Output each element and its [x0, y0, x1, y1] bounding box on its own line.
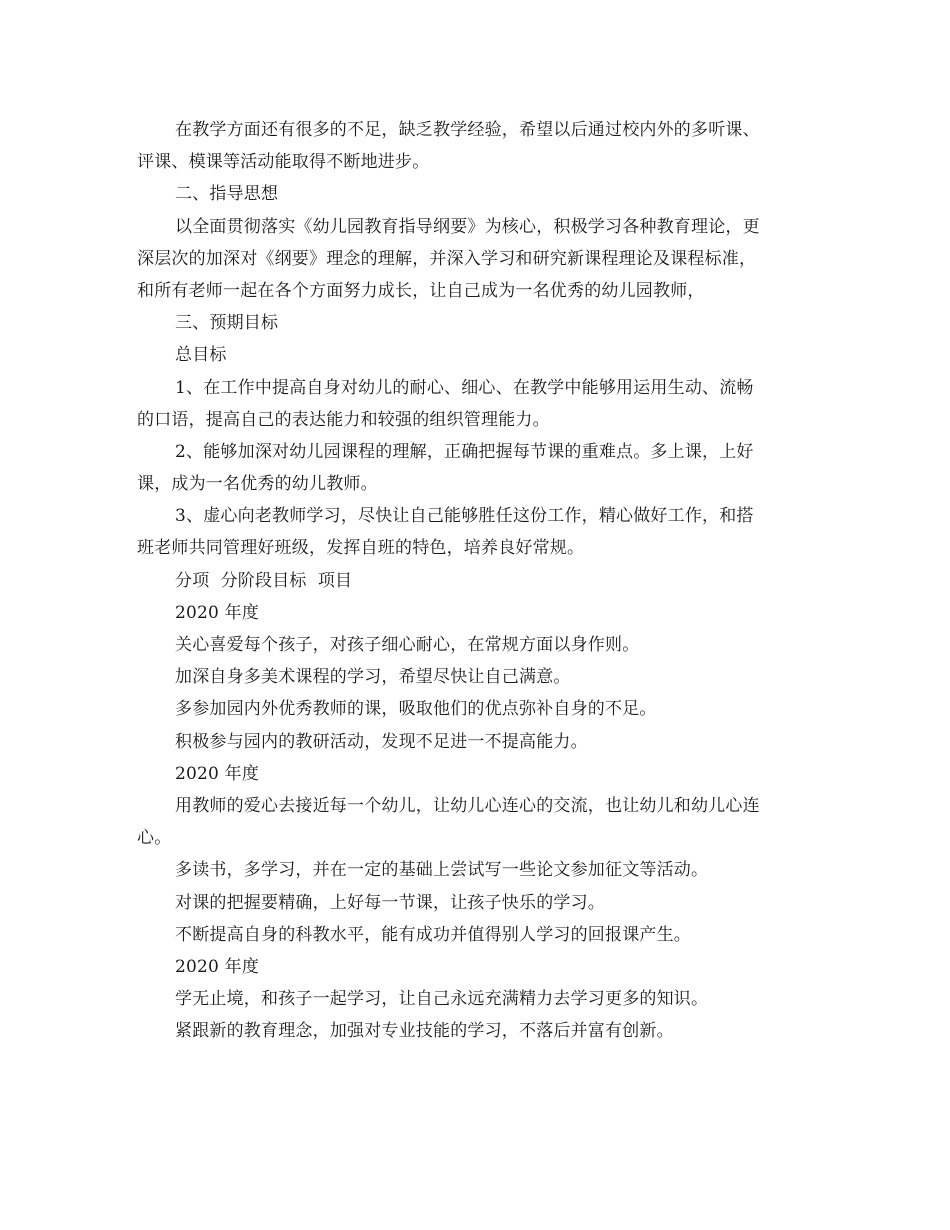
goal-item: 关心喜爱每个孩子，对孩子细心耐心，在常规方面以身作则。 — [175, 635, 640, 655]
list-item: 2、能够加深对幼儿园课程的理解，正确把握每节课的重难点。多上课，上好 — [175, 441, 754, 462]
section-heading: 二、指导思想 — [175, 184, 279, 205]
list-item-continuation: 的口语，提高自己的表达能力和较强的组织管理能力。 — [137, 409, 550, 430]
goal-item: 积极参与园内的教研活动，发现不足进一不提高能力。 — [175, 731, 588, 752]
goal-item: 学无止境，和孩子一起学习，让自己永远充满精力去学习更多的知识。 — [175, 989, 709, 1010]
paragraph-line: 和所有老师一起在各个方面努力成长，让自己成为一名优秀的幼儿园教师， — [137, 280, 705, 301]
goal-item: 多读书，多学习，并在一定的基础上尝试写一些论文参加征文等活动。 — [175, 860, 709, 881]
table-header-line: 分项 分阶段目标 项目 — [175, 570, 353, 591]
goal-item: 加深自身多美术课程的学习，希望尽快让自己满意。 — [175, 667, 571, 688]
goal-item: 对课的把握要精确，上好每一节课，让孩子快乐的学习。 — [175, 892, 605, 913]
paragraph-line: 在教学方面还有很多的不足，缺乏教学经验，希望以后通过校内外的多听课、 — [175, 120, 760, 140]
goal-item: 多参加园内外优秀教师的课，吸取他们的优点弥补自身的不足。 — [175, 699, 657, 720]
goal-item-continuation: 心。 — [137, 828, 172, 849]
list-item-continuation: 班老师共同管理好班级，发挥自班的特色，培养良好常规。 — [137, 538, 585, 559]
year-heading: 2020 年度 — [175, 956, 260, 977]
goal-item: 用教师的爱心去接近每一个幼儿，让幼儿心连心的交流，也让幼儿和幼儿心连 — [175, 795, 760, 816]
paragraph-line: 评课、模课等活动能取得不断地进步。 — [137, 152, 430, 173]
goal-item: 紧跟新的教育理念，加强对专业技能的学习，不落后并富有创新。 — [175, 1021, 674, 1042]
year-heading: 2020 年度 — [175, 602, 260, 623]
section-heading: 三、预期目标 — [175, 313, 279, 334]
paragraph-line: 深层次的加深对《纲要》理念的理解，并深入学习和研究新课程理论及课程标准， — [137, 248, 757, 269]
year-heading: 2020 年度 — [175, 763, 260, 784]
subsection-heading: 总目标 — [175, 345, 227, 366]
document-body — [137, 114, 817, 1047]
list-item-continuation: 课，成为一名优秀的幼儿教师。 — [137, 474, 378, 495]
list-item: 3、虚心向老教师学习，尽快让自己能够胜任这份工作，精心做好工作，和搭 — [175, 506, 754, 527]
goal-item: 不断提高自身的科教水平，能有成功并值得别人学习的回报课产生。 — [175, 924, 691, 945]
paragraph-line: 以全面贯彻落实《幼儿园教育指导纲要》为核心，积极学习各种教育理论，更 — [175, 216, 760, 237]
list-item: 1、在工作中提高自身对幼儿的耐心、细心、在教学中能够用运用生动、流畅 — [175, 377, 754, 398]
